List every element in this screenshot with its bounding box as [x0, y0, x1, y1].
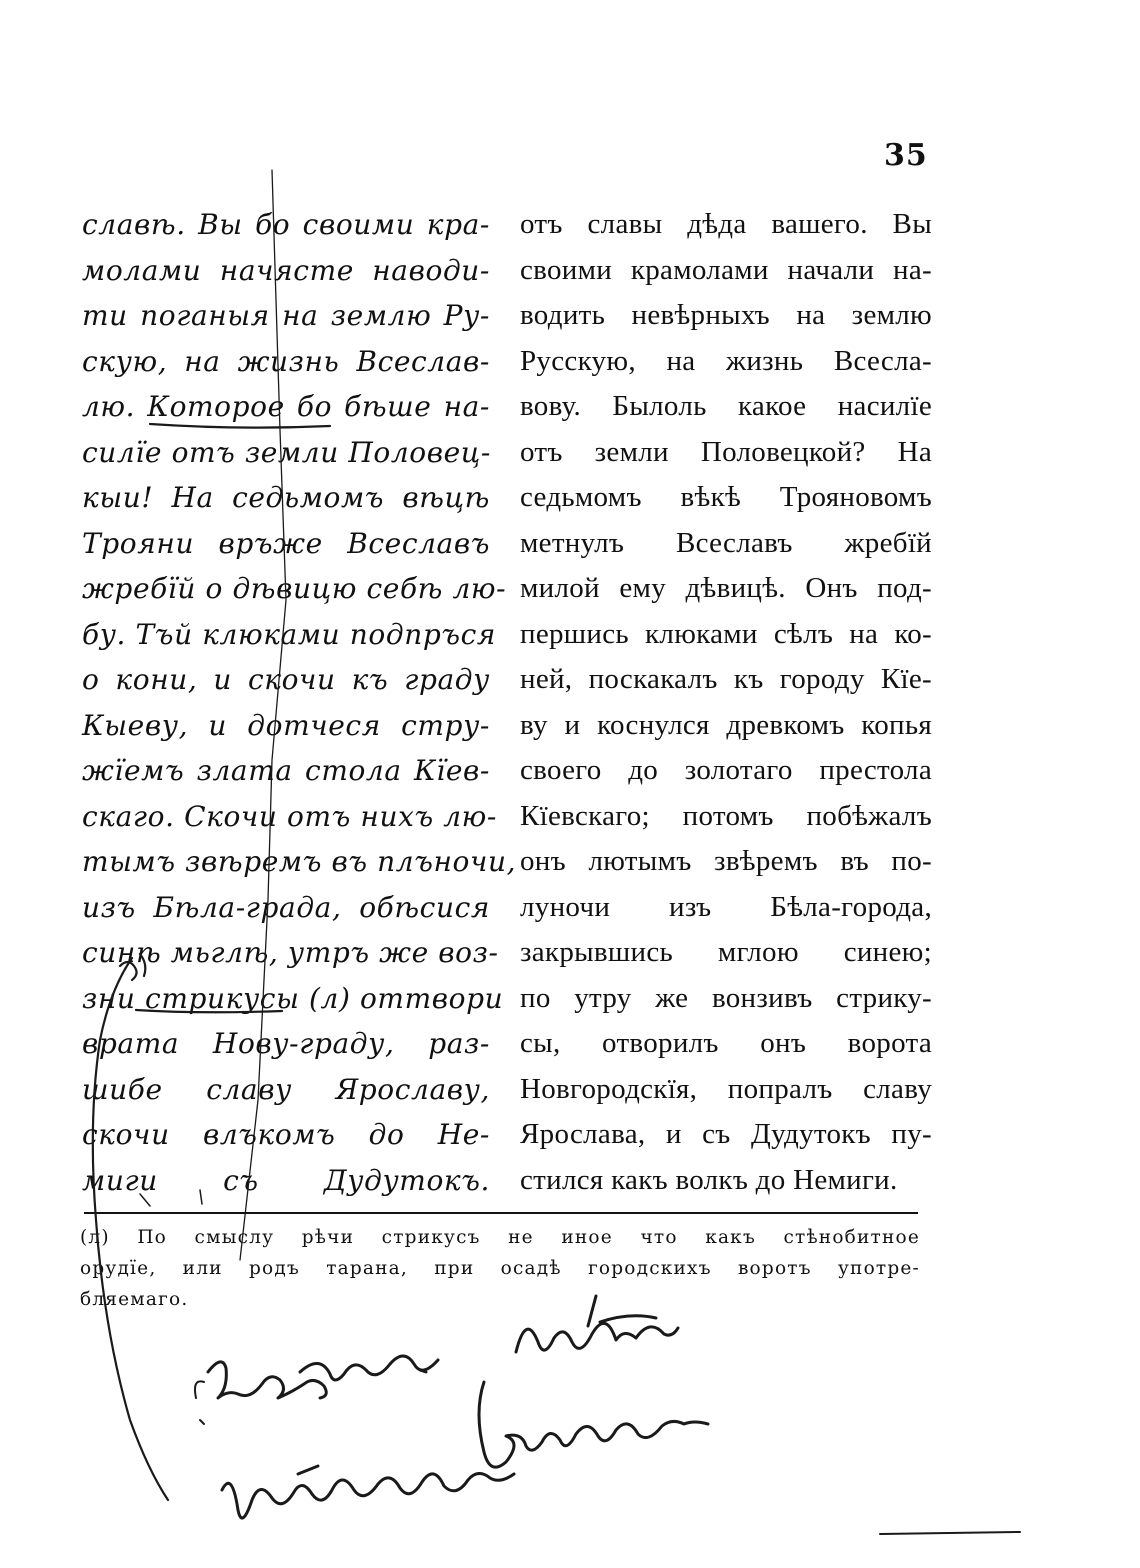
text-line: онъ лютымъ звѣремъ въ по-	[520, 845, 932, 877]
text-line: Новгородскїя, попралъ славу	[520, 1072, 932, 1105]
text-line: синѣ мьглѣ, утръ же воз-	[82, 936, 499, 969]
page-number: 35	[884, 138, 928, 173]
text-line: ву и коснулся древкомъ копья	[520, 708, 932, 741]
bottom-rule-mark	[880, 1532, 1020, 1534]
text-line: тымъ звѣремъ въ плъночи,	[82, 845, 517, 878]
text-line: закрывшись мглою синею;	[520, 936, 932, 968]
text-line: Кїевскаго; потомъ побѣжалъ	[520, 799, 932, 832]
text-line: славѣ. Вы бо своими кра-	[82, 208, 490, 241]
text-line: першись клюками сѣлъ на ко-	[520, 617, 932, 650]
text-line: водить невѣрныхъ на землю	[520, 299, 932, 331]
text-line: бу. Тъй клюками подпръся	[82, 617, 497, 651]
text-line: Ярослава, и съ Дудутокъ пу-	[520, 1118, 932, 1150]
text-line: скочи влъкомъ до Не-	[82, 1118, 490, 1151]
handwriting-signature	[208, 1356, 438, 1398]
text-line: о кони, и скочи къ граду	[82, 663, 490, 696]
footnote-line: бляемаго.	[80, 1289, 189, 1310]
text-line: зни стрикусы (л) оттвори	[82, 981, 504, 1015]
modern-translation-column	[520, 202, 932, 1203]
text-line: скую, на жизнь Всеслав-	[82, 344, 490, 378]
text-line: молами начясте наводи-	[82, 253, 490, 287]
text-line: ней, поскакалъ къ городу Кїе-	[520, 663, 932, 695]
footnote-divider	[84, 1212, 918, 1214]
text-line: своего до золотаго престола	[520, 754, 932, 786]
text-line: отъ славы дѣда вашего. Вы	[520, 208, 932, 240]
text-line: врата Нову-граду, раз-	[82, 1027, 490, 1060]
text-line: отъ земли Половецкой? На	[520, 435, 932, 468]
text-line: луночи изъ Бѣла-города,	[520, 890, 932, 923]
old-russian-text-column	[82, 202, 517, 1203]
text-line: Кыеву, и дотчеся стру-	[82, 708, 490, 742]
text-line: лю. Которое бо бѣше на-	[82, 390, 490, 423]
text-line: вову. Былоль какое насилїе	[520, 390, 932, 422]
text-line: метнулъ Всеславъ жребїй	[520, 526, 932, 559]
text-line: милой ему дѣвицѣ. Онъ под-	[520, 572, 932, 604]
text-line: скаго. Скочи отъ нихъ лю-	[82, 799, 497, 833]
text-line: миги съ Дудутокъ.	[82, 1163, 490, 1197]
text-line: жребїй о дѣвицю себѣ лю-	[82, 572, 507, 605]
text-line: своими крамолами начали на-	[520, 253, 932, 286]
text-line: изъ Бѣла-града, обѣсися	[82, 890, 490, 924]
footnote-line: орудїе, или родъ тарана, при осадѣ городскихъ воротъ употре-	[80, 1258, 920, 1279]
text-line: по утру же вонзивъ стрику-	[520, 981, 932, 1014]
handwriting-signature	[195, 1381, 204, 1424]
text-line: кыи! На седьмомъ вѣцѣ	[82, 481, 490, 514]
handwriting-signature	[479, 1382, 708, 1467]
text-line: сы, отворилъ онъ ворота	[520, 1027, 932, 1059]
text-line: ти поганыя на землю Ру-	[82, 299, 490, 332]
footnote	[80, 1222, 920, 1315]
text-line: стился какъ волкъ до Немиги.	[520, 1163, 898, 1196]
text-line: жїемъ злата стола Кїев-	[82, 754, 490, 787]
text-line: Трояни връже Всеславъ	[82, 526, 490, 560]
text-line: силїе отъ земли Половец-	[82, 435, 491, 469]
text-line: Русскую, на жизнь Всесла-	[520, 344, 932, 377]
text-line: шибе славу Ярославу,	[82, 1072, 490, 1106]
handwriting-signature	[222, 1466, 514, 1518]
footnote-line: (л) По смыслу рѣчи стрикусъ не иное что какъ стѣнобитное	[80, 1227, 920, 1248]
text-line: седьмомъ вѣкѣ Трояновомъ	[520, 481, 932, 513]
